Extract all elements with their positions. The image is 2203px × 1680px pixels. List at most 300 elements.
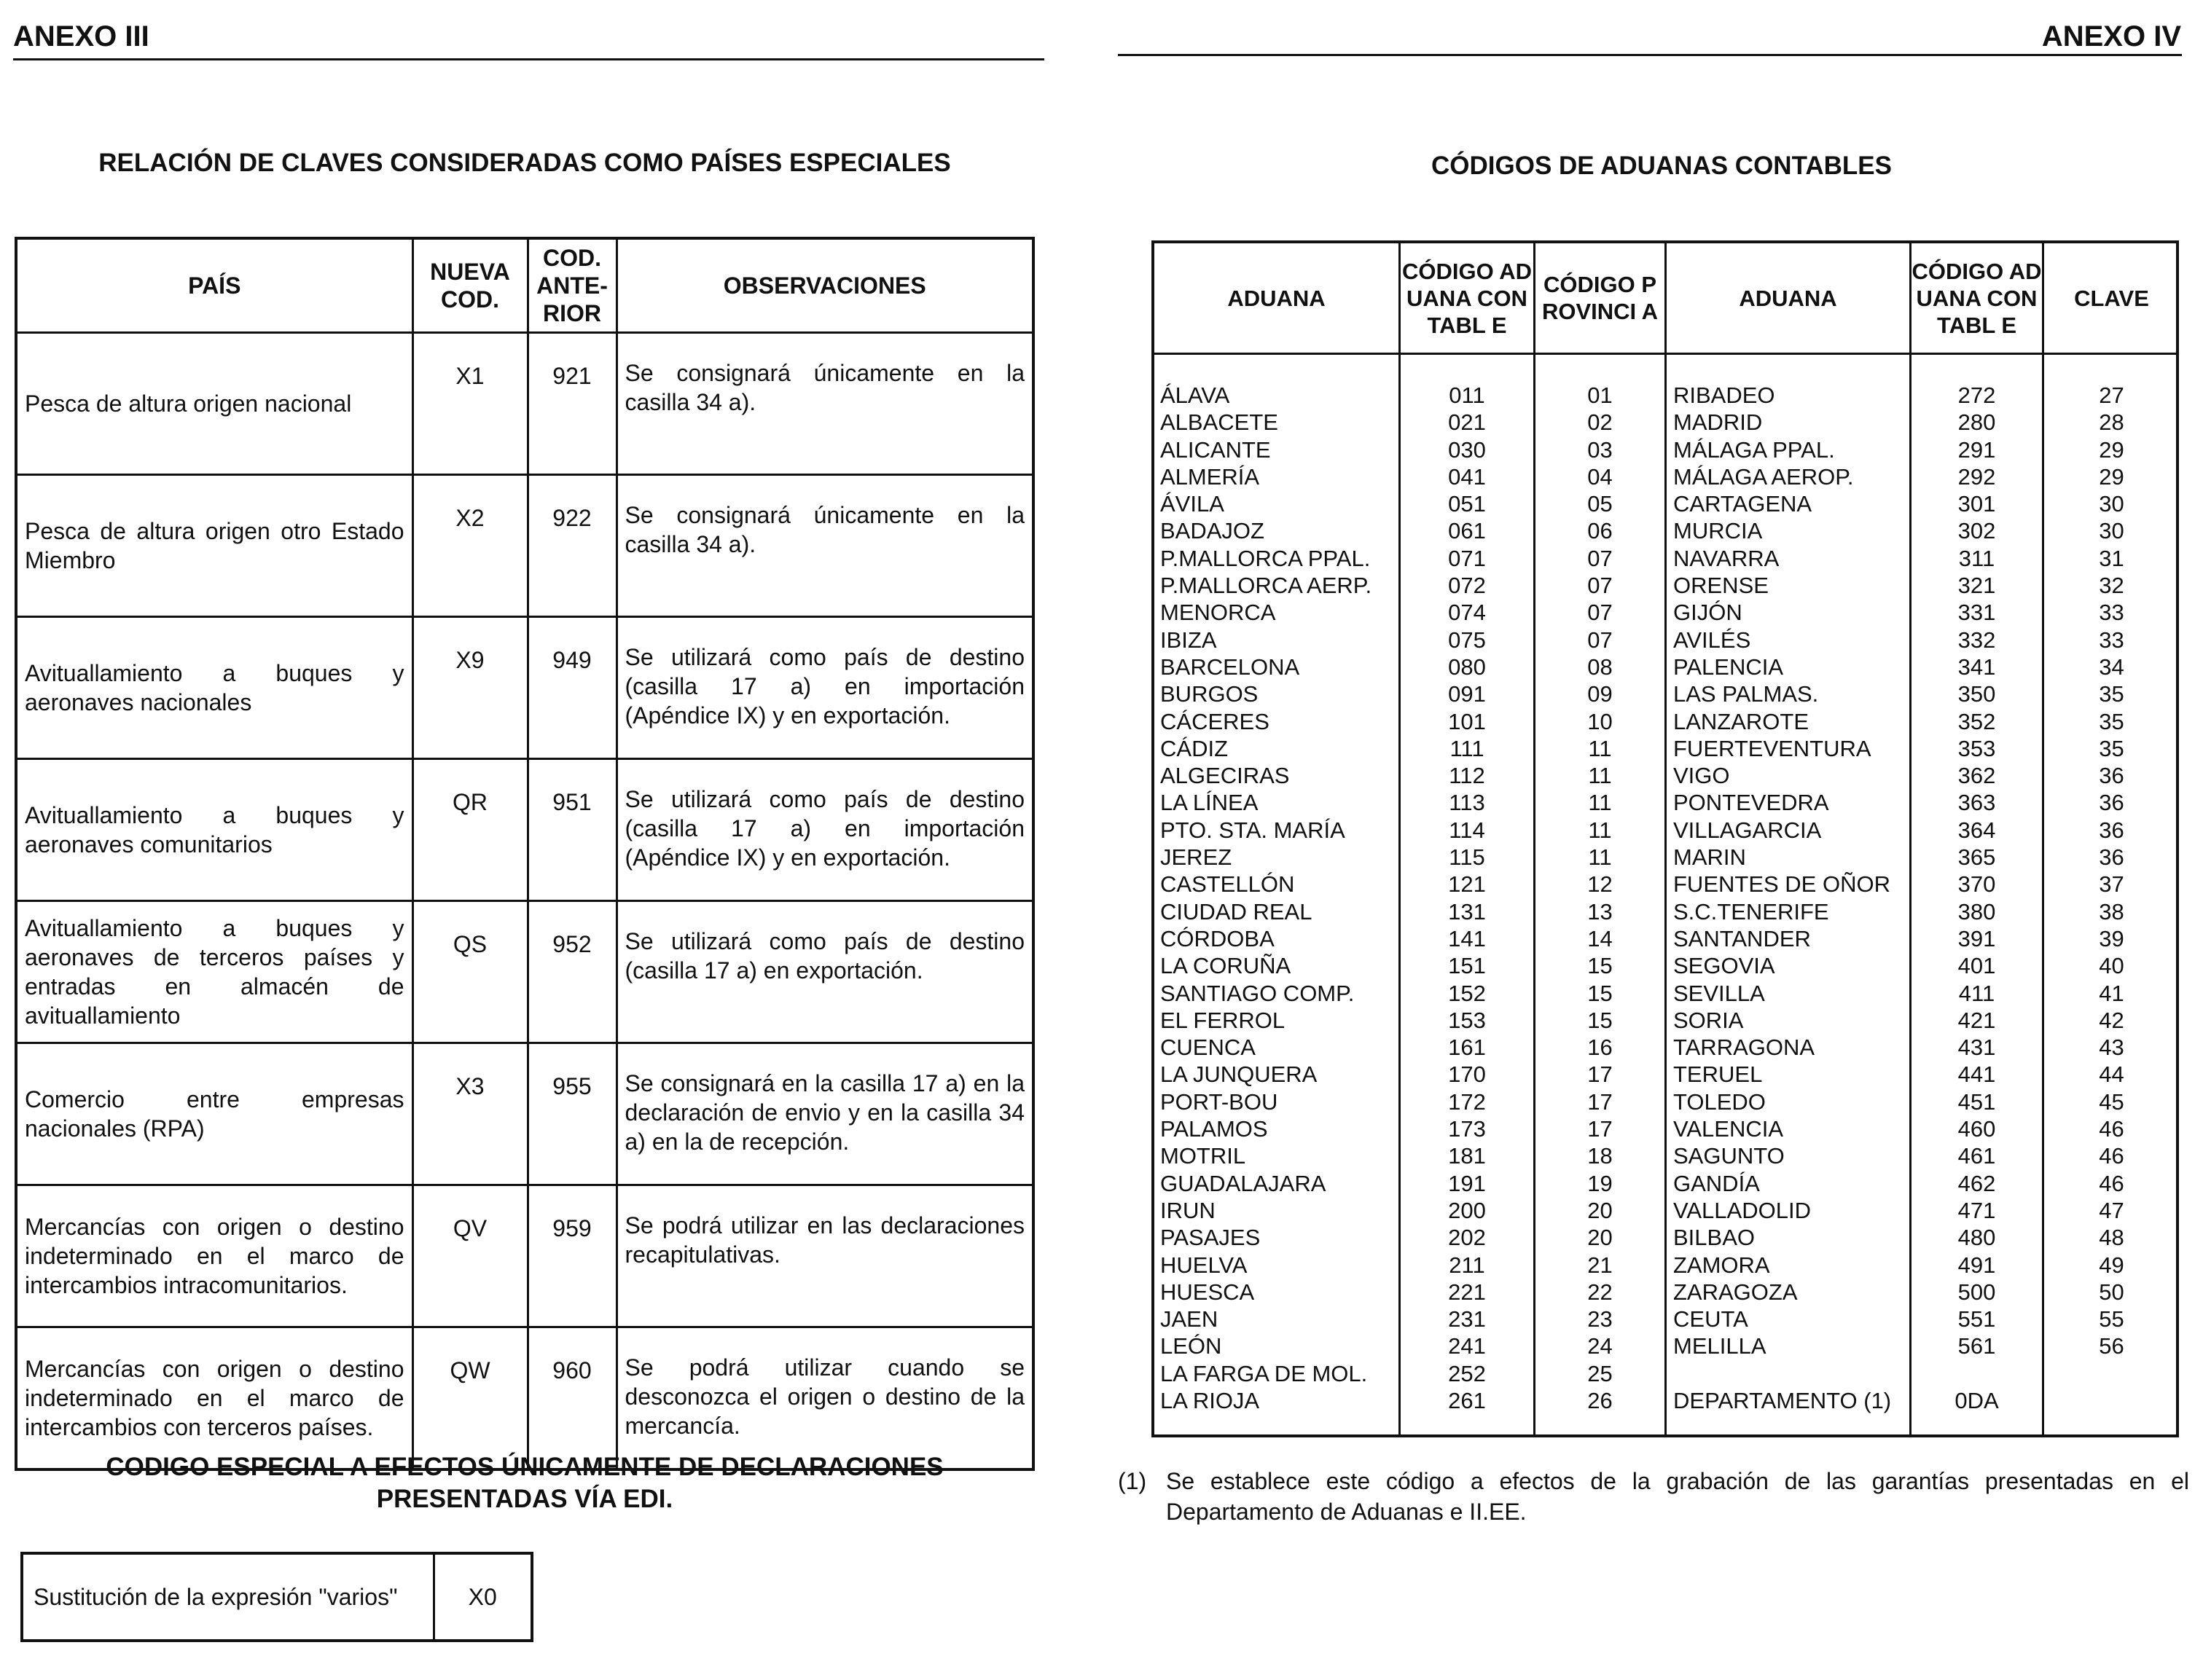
- aduana-name: P.MALLORCA AERP.: [1160, 573, 1372, 599]
- aduana-name: BURGOS: [1160, 681, 1259, 707]
- observaciones-cell: Se consignará únicamente en la casilla 34 a).: [617, 475, 1033, 617]
- codigo-provincia: 13: [1587, 898, 1613, 925]
- codigo-contable: 561: [1957, 1333, 1996, 1359]
- codigo-contable: 401: [1957, 953, 1996, 979]
- codigo-provincia: 11: [1588, 844, 1612, 871]
- codigo-contable: 115: [1449, 844, 1485, 871]
- clave-value: 44: [2099, 1061, 2124, 1088]
- codigo-contable: 153: [1448, 1007, 1486, 1033]
- observaciones-cell: Se podrá utilizar en las declaraciones recapitulativas.: [617, 1185, 1033, 1327]
- codigo-contable: 471: [1957, 1197, 1996, 1223]
- aduana-name: CARTAGENA: [1673, 491, 1812, 517]
- codigo-contable: 161: [1448, 1035, 1486, 1061]
- aduana-name: LA JUNQUERA: [1160, 1061, 1318, 1088]
- clave-value: 33: [2099, 600, 2124, 626]
- codigo-provincia: 20: [1587, 1225, 1613, 1251]
- codigo-contable: [1912, 1360, 2042, 1387]
- clave-value: 55: [2099, 1306, 2124, 1332]
- clave-value: 40: [2099, 953, 2124, 979]
- edi-code-table: [20, 1552, 533, 1642]
- clave-value: 35: [2099, 681, 2124, 707]
- codigo-provincia: 25: [1587, 1360, 1613, 1386]
- nueva-cod-cell: QS: [412, 901, 528, 1043]
- codigo-contable: 071: [1448, 545, 1486, 571]
- aduana-name: S.C.TENERIFE: [1673, 898, 1829, 925]
- aduana-name: SANTIAGO COMP.: [1160, 980, 1355, 1006]
- clave-value: 39: [2099, 925, 2124, 951]
- clave-value: [2044, 1387, 2179, 1414]
- clave-value: 50: [2099, 1279, 2124, 1305]
- aduana-name: MOTRIL: [1160, 1143, 1246, 1169]
- observaciones-cell: Se utilizará como país de destino (casilla 17 a) en importación (Apéndice IX) y en exportación.: [617, 759, 1033, 901]
- codigo-provincia: 05: [1587, 491, 1613, 517]
- table-row: [16, 901, 1033, 1043]
- aduana-name: GUADALAJARA: [1160, 1170, 1326, 1196]
- aduana-name: TARRAGONA: [1673, 1035, 1815, 1061]
- aduana-name: PTO. STA. MARÍA: [1160, 817, 1345, 843]
- cod-anterior-cell: 921: [528, 333, 617, 475]
- codigo-contable: 151: [1448, 953, 1486, 979]
- clave-value: 37: [2099, 871, 2124, 898]
- codigo-contable: 480: [1957, 1225, 1996, 1251]
- aduana-name: AVILÉS: [1673, 627, 1751, 653]
- column-header-codigo-contable-right: CÓDIGO ADUANA CONTABL E: [1912, 258, 2042, 338]
- header-rule-left: [13, 58, 1044, 60]
- codigo-provincia: 12: [1587, 871, 1613, 898]
- header-rule-right: [1118, 54, 2182, 56]
- codigo-contable: 221: [1448, 1279, 1486, 1305]
- codigo-provincia: 07: [1587, 573, 1613, 599]
- codigo-contable: 030: [1448, 436, 1486, 463]
- observaciones-cell: Se podrá utilizar cuando se desconozca el origen o destino de la mercancía.: [617, 1327, 1033, 1470]
- aduana-name: LEÓN: [1160, 1333, 1222, 1359]
- aduana-name: CÁDIZ: [1160, 735, 1228, 761]
- codigo-provincia: 04: [1587, 463, 1613, 490]
- aduana-name: ÁVILA: [1160, 491, 1224, 517]
- codigo-contable: 353: [1957, 735, 1996, 761]
- column-header-observaciones: OBSERVACIONES: [617, 238, 1033, 333]
- codigo-provincia: 17: [1587, 1061, 1613, 1088]
- clave-value: 46: [2099, 1143, 2124, 1169]
- codigo-contable: 091: [1448, 681, 1486, 707]
- aduanas-contables-table: [1151, 240, 2179, 1437]
- clave-value: 38: [2099, 898, 2124, 925]
- clave-value: 36: [2099, 817, 2124, 843]
- aduana-name: LA CORUÑA: [1160, 953, 1291, 979]
- aduana-name: VILLAGARCIA: [1673, 817, 1822, 843]
- aduana-name: FUERTEVENTURA: [1673, 735, 1871, 761]
- codigo-contable: 202: [1448, 1225, 1486, 1251]
- aduana-name: MARIN: [1673, 844, 1746, 871]
- nueva-cod-cell: QR: [412, 759, 528, 901]
- aduana-name: HUESCA: [1160, 1279, 1255, 1305]
- codigo-provincia: 03: [1587, 436, 1613, 463]
- cod-anterior-cell: 955: [528, 1043, 617, 1185]
- codigo-contable: 101: [1448, 708, 1486, 734]
- codigo-provincia: 19: [1587, 1170, 1613, 1196]
- aduana-name: VIGO: [1673, 763, 1730, 789]
- aduana-name: PASAJES: [1160, 1225, 1261, 1251]
- clave-value: 33: [2099, 627, 2124, 653]
- aduana-name: LAS PALMAS.: [1673, 681, 1819, 707]
- footnote-text: Se establece este código a efectos de la grabación de las garantías presentadas en el Departamento de Aduanas e II.EE.: [1166, 1468, 2189, 1525]
- cod-anterior-cell: 949: [528, 617, 617, 759]
- aduana-name: FUENTES DE OÑOR: [1673, 871, 1890, 898]
- aduana-name: CEUTA: [1673, 1306, 1748, 1332]
- table-row: [16, 475, 1033, 617]
- aduana-name: MADRID: [1673, 409, 1763, 436]
- codigo-provincia: 14: [1587, 925, 1613, 951]
- clave-value: 42: [2099, 1007, 2124, 1033]
- aduana-name: ÁLAVA: [1160, 382, 1230, 408]
- aduana-name: PALENCIA: [1673, 653, 1784, 680]
- table-header-row: [16, 238, 1033, 333]
- codigo-contable: 431: [1957, 1035, 1996, 1061]
- cod-anterior-cell: 960: [528, 1327, 617, 1470]
- codigo-provincia: 20: [1587, 1197, 1613, 1223]
- clave-value: 48: [2099, 1225, 2124, 1251]
- codigo-contable: 301: [1957, 491, 1996, 517]
- codigo-provincia: 15: [1587, 980, 1613, 1006]
- cod-anterior-cell: 922: [528, 475, 617, 617]
- nueva-cod-cell: X2: [412, 475, 528, 617]
- codigo-contable: 231: [1448, 1306, 1486, 1332]
- aduana-name: ALGECIRAS: [1160, 763, 1290, 789]
- nueva-cod-cell: X3: [412, 1043, 528, 1185]
- header-divider: [1154, 353, 2176, 355]
- aduana-name: DEPARTAMENTO (1): [1673, 1387, 1892, 1413]
- aduana-name: MENORCA: [1160, 600, 1276, 626]
- aduana-name: GANDÍA: [1673, 1170, 1760, 1196]
- aduana-name: RIBADEO: [1673, 382, 1775, 408]
- codigo-provincia: 06: [1587, 518, 1613, 544]
- codigo-contable: 462: [1957, 1170, 1996, 1196]
- cod-anterior-cell: 959: [528, 1185, 617, 1327]
- codigo-contable: 331: [1957, 600, 1996, 626]
- codigo-contable: 0DA: [1954, 1387, 1999, 1413]
- anexo-iii-header: ANEXO III: [13, 20, 149, 52]
- aduana-name: VALLADOLID: [1673, 1197, 1811, 1223]
- codigo-contable: 121: [1448, 871, 1486, 898]
- codigo-provincia: 11: [1588, 790, 1612, 816]
- nueva-cod-cell: QV: [412, 1185, 528, 1327]
- aduana-name: P.MALLORCA PPAL.: [1160, 545, 1371, 571]
- codigo-contable: 112: [1449, 763, 1485, 789]
- paises-table-body: [16, 333, 1033, 1470]
- codigo-contable: 461: [1957, 1143, 1996, 1169]
- column-header-aduana-left: ADUANA: [1227, 285, 1326, 311]
- aduana-name: ALBACETE: [1160, 409, 1278, 436]
- codigo-contable: 114: [1449, 817, 1485, 843]
- codigo-contable: 051: [1448, 491, 1486, 517]
- codigo-contable: 370: [1957, 871, 1996, 898]
- codigo-contable: 391: [1957, 925, 1996, 951]
- codigo-contable: 311: [1958, 545, 1995, 571]
- aduana-name: CUENCA: [1160, 1035, 1256, 1061]
- footnote-number: (1): [1118, 1468, 1147, 1494]
- aduana-left-column: [1160, 382, 1393, 1414]
- codigo-provincia: 16: [1587, 1035, 1613, 1061]
- aduana-name: SAGUNTO: [1673, 1143, 1785, 1169]
- clave-value: 31: [2099, 545, 2124, 571]
- aduana-name: LANZAROTE: [1673, 708, 1809, 734]
- codigo-contable: 350: [1957, 681, 1996, 707]
- codigo-contable: 332: [1957, 627, 1996, 653]
- aduana-name: PALAMOS: [1160, 1116, 1268, 1142]
- aduana-name: VALENCIA: [1673, 1116, 1784, 1142]
- codigo-contable: 363: [1957, 790, 1996, 816]
- clave-value: 36: [2099, 844, 2124, 871]
- aduana-name: BADAJOZ: [1160, 518, 1264, 544]
- codigo-contable: 113: [1449, 790, 1485, 816]
- clave-value: 45: [2099, 1088, 2124, 1115]
- column-header-aduana-right: ADUANA: [1739, 285, 1837, 311]
- observaciones-cell: Se consignará únicamente en la casilla 34 a).: [617, 333, 1033, 475]
- provincia-column: [1535, 382, 1664, 1414]
- codigo-contable: 291: [1957, 436, 1996, 463]
- codigo-contable: 075: [1448, 627, 1486, 653]
- table-row: [16, 333, 1033, 475]
- codigo-contable: 241: [1448, 1333, 1486, 1359]
- aduana-name: PORT-BOU: [1160, 1088, 1278, 1115]
- codigo-contable: 272: [1957, 382, 1996, 408]
- column-header-codigo-contable-left: CÓDIGO ADUANA CONTABL E: [1402, 258, 1532, 338]
- table-row: [16, 759, 1033, 901]
- edi-section-title: CODIGO ESPECIAL A EFECTOS ÚNICAMENTE DE DECLARACIONES PRESENTADAS VÍA EDI.: [106, 1453, 944, 1513]
- aduana-name: ZARAGOZA: [1673, 1279, 1798, 1305]
- clave-value: 36: [2099, 763, 2124, 789]
- codigo-contable: 411: [1958, 980, 1995, 1006]
- codigo-contable: 551: [1957, 1306, 1996, 1332]
- cod-anterior-cell: 951: [528, 759, 617, 901]
- pais-cell: Avituallamiento a buques y aeronaves nacionales: [16, 617, 412, 759]
- codigo-provincia: 15: [1587, 1007, 1613, 1033]
- codigo-contable: 252: [1448, 1360, 1486, 1386]
- table-row: [16, 1043, 1033, 1185]
- codigo-contable: 491: [1957, 1252, 1996, 1278]
- clave-value: 47: [2099, 1197, 2124, 1223]
- codigo-contable: 173: [1448, 1116, 1486, 1142]
- codigo-contable: 021: [1448, 409, 1486, 436]
- aduana-name: ALMERÍA: [1160, 463, 1260, 490]
- aduana-name: [1673, 1360, 1906, 1387]
- clave-value: 28: [2099, 409, 2124, 436]
- codigo-provincia: 11: [1588, 735, 1612, 761]
- codigo-contable: 364: [1957, 817, 1996, 843]
- pais-cell: Avituallamiento a buques y aeronaves comunitarios: [16, 759, 412, 901]
- aduana-name: LA RIOJA: [1160, 1387, 1260, 1413]
- codigo-contable: 460: [1957, 1116, 1996, 1142]
- aduana-name: GIJÓN: [1673, 600, 1742, 626]
- column-header-nueva-cod: NUEVA COD.: [412, 238, 528, 333]
- codigo-contable: 131: [1448, 898, 1486, 925]
- clave-value: 36: [2099, 790, 2124, 816]
- nueva-cod-cell: QW: [412, 1327, 528, 1470]
- codigo-provincia: 26: [1587, 1387, 1613, 1413]
- aduana-name: PONTEVEDRA: [1673, 790, 1829, 816]
- clave-value: 41: [2099, 980, 2124, 1006]
- aduana-name: NAVARRA: [1673, 545, 1780, 571]
- clave-value: 34: [2099, 653, 2124, 680]
- clave-value: 30: [2099, 491, 2124, 517]
- table-row: [16, 617, 1033, 759]
- clave-column: [2044, 382, 2179, 1414]
- aduana-name: MÁLAGA PPAL.: [1673, 436, 1835, 463]
- codigo-provincia: 22: [1587, 1279, 1613, 1305]
- aduana-name: ORENSE: [1673, 573, 1769, 599]
- clave-value: 56: [2099, 1333, 2124, 1359]
- pais-cell: Pesca de altura origen nacional: [16, 333, 412, 475]
- column-header-clave: CLAVE: [2074, 285, 2149, 311]
- codigo-contable: 280: [1957, 409, 1996, 436]
- pais-cell: Comercio entre empresas nacionales (RPA): [16, 1043, 412, 1185]
- aduana-name: SEVILLA: [1673, 980, 1765, 1006]
- aduana-name: CASTELLÓN: [1160, 871, 1295, 898]
- codigo-contable: 261: [1448, 1387, 1486, 1413]
- codigo-right-column: [1912, 382, 2042, 1414]
- codigo-provincia: 18: [1587, 1143, 1613, 1169]
- paises-especiales-table: [15, 237, 1035, 1471]
- codigo-contable: 061: [1448, 518, 1486, 544]
- anexo-iv-title: CÓDIGOS DE ADUANAS CONTABLES: [1431, 152, 1892, 180]
- codigo-provincia: 07: [1587, 600, 1613, 626]
- codigo-contable: 365: [1957, 844, 1996, 871]
- pais-cell: Mercancías con origen o destino indeterminado en el marco de intercambios con terceros países.: [16, 1327, 412, 1470]
- codigo-provincia: 17: [1587, 1116, 1613, 1142]
- codigo-contable: 352: [1957, 708, 1996, 734]
- clave-value: 29: [2099, 463, 2124, 490]
- codigo-provincia: 11: [1588, 763, 1612, 789]
- clave-value: 46: [2099, 1170, 2124, 1196]
- aduana-name: MURCIA: [1673, 518, 1763, 544]
- edi-label-cell: Sustitución de la expresión "varios": [22, 1553, 434, 1641]
- codigo-contable: 141: [1448, 925, 1486, 951]
- codigo-provincia: 07: [1587, 627, 1613, 653]
- codigo-provincia: 21: [1587, 1252, 1613, 1278]
- table-row: [22, 1553, 532, 1641]
- codigo-left-column: [1401, 382, 1533, 1414]
- aduana-name: CÁCERES: [1160, 708, 1269, 734]
- aduana-name: TERUEL: [1673, 1061, 1763, 1088]
- clave-value: 30: [2099, 518, 2124, 544]
- codigo-provincia: 17: [1587, 1088, 1613, 1115]
- anexo-iv-header: ANEXO IV: [2041, 20, 2181, 52]
- codigo-contable: 170: [1448, 1061, 1486, 1088]
- clave-value: 46: [2099, 1116, 2124, 1142]
- codigo-provincia: 07: [1587, 545, 1613, 571]
- clave-value: 49: [2099, 1252, 2124, 1278]
- cod-anterior-cell: 952: [528, 901, 617, 1043]
- codigo-provincia: 23: [1587, 1306, 1613, 1332]
- column-divider: [1664, 243, 1667, 1434]
- codigo-contable: 292: [1957, 463, 1996, 490]
- anexo-iii-title: RELACIÓN DE CLAVES CONSIDERADAS COMO PAÍSES ESPECIALES: [98, 149, 951, 177]
- codigo-contable: 152: [1448, 980, 1486, 1006]
- edi-code-cell: X0: [434, 1553, 532, 1641]
- aduana-name: LA LÍNEA: [1160, 790, 1259, 816]
- codigo-contable: 181: [1448, 1143, 1486, 1169]
- codigo-provincia: 09: [1587, 681, 1613, 707]
- aduana-name: TOLEDO: [1673, 1088, 1766, 1115]
- codigo-contable: 080: [1448, 653, 1486, 680]
- aduana-name: IRUN: [1160, 1197, 1216, 1223]
- aduana-name: JAEN: [1160, 1306, 1218, 1332]
- aduana-name: IBIZA: [1160, 627, 1217, 653]
- codigo-provincia: 24: [1587, 1333, 1613, 1359]
- codigo-contable: 200: [1448, 1197, 1486, 1223]
- aduana-name: SEGOVIA: [1673, 953, 1775, 979]
- aduana-name: CÓRDOBA: [1160, 925, 1275, 951]
- pais-cell: Avituallamiento a buques y aeronaves de terceros países y entradas en almacén de avituallamiento: [16, 901, 412, 1043]
- aduana-name: CIUDAD REAL: [1160, 898, 1312, 925]
- codigo-provincia: 08: [1587, 653, 1613, 680]
- column-header-cod-anterior: COD. ANTE-RIOR: [528, 238, 617, 333]
- aduana-name: EL FERROL: [1160, 1007, 1286, 1033]
- clave-value: 35: [2099, 708, 2124, 734]
- aduana-name: ALICANTE: [1160, 436, 1271, 463]
- codigo-contable: 072: [1448, 573, 1486, 599]
- aduana-name: SANTANDER: [1673, 925, 1811, 951]
- codigo-provincia: 02: [1587, 409, 1613, 436]
- codigo-contable: 111: [1449, 735, 1484, 761]
- codigo-provincia: 11: [1588, 817, 1612, 843]
- codigo-contable: 011: [1449, 382, 1485, 408]
- clave-value: 35: [2099, 735, 2124, 761]
- codigo-contable: 074: [1448, 600, 1486, 626]
- codigo-provincia: 01: [1587, 382, 1613, 408]
- codigo-contable: 321: [1957, 573, 1996, 599]
- codigo-contable: 172: [1448, 1088, 1486, 1115]
- clave-value: 43: [2099, 1035, 2124, 1061]
- aduana-right-column: [1673, 382, 1906, 1414]
- codigo-contable: 380: [1957, 898, 1996, 925]
- codigo-provincia: 10: [1587, 708, 1613, 734]
- observaciones-cell: Se utilizará como país de destino (casilla 17 a) en importación (Apéndice IX) y en exportación.: [617, 617, 1033, 759]
- observaciones-cell: Se consignará en la casilla 17 a) en la declaración de envio y en la casilla 34 a) en la de recepción.: [617, 1043, 1033, 1185]
- nueva-cod-cell: X1: [412, 333, 528, 475]
- aduana-name: HUELVA: [1160, 1252, 1248, 1278]
- table-row: [16, 1327, 1033, 1470]
- codigo-provincia: 15: [1587, 953, 1613, 979]
- aduana-name: MELILLA: [1673, 1333, 1766, 1359]
- aduana-name: MÁLAGA AEROP.: [1673, 463, 1854, 490]
- aduana-name: ZAMORA: [1673, 1252, 1770, 1278]
- codigo-contable: 441: [1957, 1061, 1996, 1088]
- observaciones-cell: Se utilizará como país de destino (casilla 17 a) en exportación.: [617, 901, 1033, 1043]
- codigo-contable: 302: [1957, 518, 1996, 544]
- codigo-contable: 500: [1957, 1279, 1996, 1305]
- aduana-name: SORIA: [1673, 1007, 1744, 1033]
- codigo-contable: 421: [1957, 1007, 1996, 1033]
- nueva-cod-cell: X9: [412, 617, 528, 759]
- codigo-contable: 041: [1448, 463, 1486, 490]
- column-header-pais: PAÍS: [16, 238, 412, 333]
- aduana-name: BARCELONA: [1160, 653, 1300, 680]
- aduana-name: LA FARGA DE MOL.: [1160, 1360, 1368, 1386]
- codigo-contable: 191: [1448, 1170, 1486, 1196]
- codigo-contable: 211: [1449, 1252, 1485, 1278]
- codigo-contable: 362: [1957, 763, 1996, 789]
- clave-value: [2044, 1360, 2179, 1387]
- aduana-name: JEREZ: [1160, 844, 1232, 871]
- clave-value: 27: [2099, 382, 2124, 408]
- codigo-contable: 341: [1957, 653, 1996, 680]
- pais-cell: Mercancías con origen o destino indeterminado en el marco de intercambios intracomunitarios.: [16, 1185, 412, 1327]
- codigo-contable: 451: [1957, 1088, 1996, 1115]
- clave-value: 29: [2099, 436, 2124, 463]
- table-row: [16, 1185, 1033, 1327]
- column-header-codigo-provincia: CÓDIGO PROVINCI A: [1541, 272, 1659, 324]
